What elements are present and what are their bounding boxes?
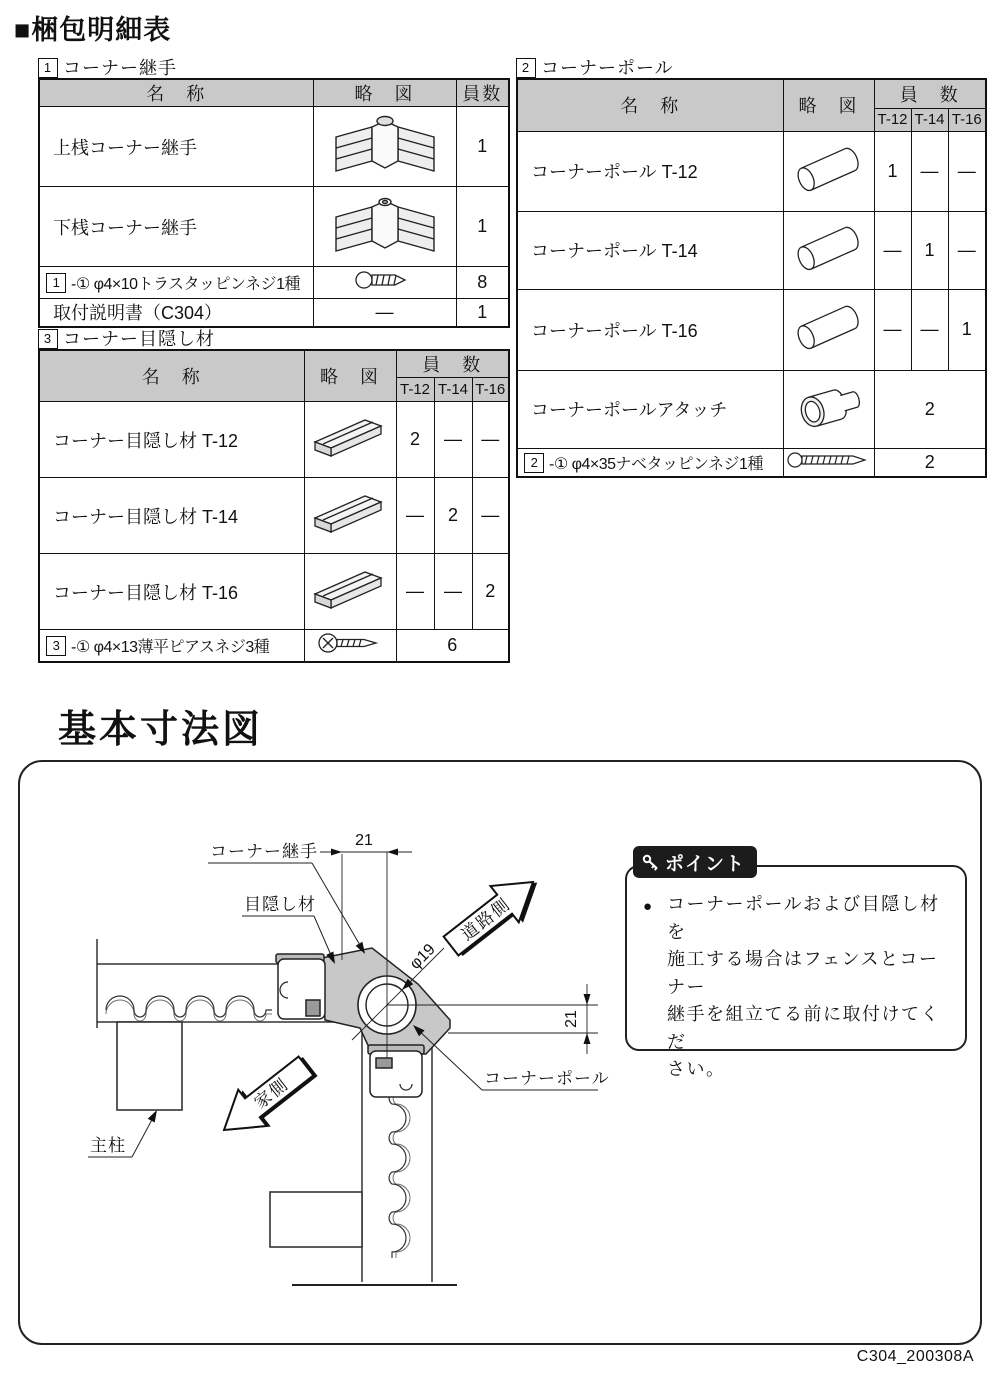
table-row [39,402,509,478]
dia-value: φ19 [406,940,439,973]
post-label: 主柱 [90,1136,126,1155]
channel-strip-sketch [304,554,396,630]
table-corner-blind [38,349,510,663]
rail-end-cap-vertical [368,1045,424,1097]
part-name-cell: コーナー目隠し材 T-12 [39,402,304,478]
qty-cell: 2 [472,554,509,630]
part-name-cell: 3 -① φ4×13薄平ピアスネジ3種 [39,630,304,663]
col-header-sketch: 略 図 [304,350,396,402]
main-post [117,1022,182,1110]
dimension-section-title: 基本寸法図 [58,709,264,751]
qty-cell: — [472,402,509,478]
dimension-right [563,984,591,1054]
table2-caption: 2 コーナーポール [516,54,674,80]
qty-cell: — [948,211,986,289]
document-code: C304_200308A [856,1348,974,1365]
house-side-label: 家側 [250,1074,293,1113]
point-badge [633,846,757,878]
qty-cell: 1 [948,289,986,370]
qty-cell: — [874,289,911,370]
col-header-t12: T-12 [396,378,434,402]
table-row [517,448,986,477]
part-name-cell: コーナーポール T-12 [517,131,783,211]
qty-cell: 2 [874,448,986,477]
corner-joint-lower-sketch [313,187,456,267]
point-callout-box [625,853,967,1079]
col-header-name: 名 称 [39,350,304,402]
table-row [39,554,509,630]
dim-top-value: 21 [355,832,373,849]
road-side-arrow [437,862,551,966]
table-row [39,299,509,327]
qty-cell: — [911,289,948,370]
key-icon [641,852,661,872]
part-name-cell: コーナーポール T-16 [517,289,783,370]
col-header-sketch: 略 図 [783,79,874,131]
cylinder-pole-sketch [783,211,874,289]
col-header-qty: 員 数 [874,79,986,108]
qty-cell: — [911,131,948,211]
table2-number-box: 2 [516,58,536,78]
qty-cell: 1 [911,211,948,289]
table-row [517,211,986,289]
qty-cell: 1 [874,131,911,211]
cylinder-pole-sketch [783,131,874,211]
page-title: ■梱包明細表 [14,15,172,45]
long-screw-sketch [783,448,874,477]
col-header-t14: T-14 [911,108,948,131]
qty-cell: — [434,554,472,630]
qty-cell: — [396,554,434,630]
short-screw-sketch [313,267,456,299]
channel-strip-sketch [304,402,396,478]
qty-cell: 2 [434,478,472,554]
dimension-top [320,832,412,856]
rail-end-cap-horizontal [276,954,325,1019]
pierce-screw-sketch [304,630,396,663]
qty-cell: — [396,478,434,554]
corner-joint-label: コーナー継手 [210,842,318,861]
channel-strip-sketch [304,478,396,554]
part-name-cell: コーナーポールアタッチ [517,370,783,448]
table-row [517,370,986,448]
part-name-cell: 下桟コーナー継手 [39,187,313,267]
table1-number-box: 1 [38,58,58,78]
table3-number-box: 3 [38,329,58,349]
qty-cell: — [874,211,911,289]
part-name-cell: 2 -① φ4×35ナベタッピンネジ1種 [517,448,783,477]
diameter-label [402,941,439,990]
cylinder-pole-sketch [783,289,874,370]
table-row [39,187,509,267]
dim-right-value: 21 [563,1010,580,1028]
part-name-cell: コーナー目隠し材 T-14 [39,478,304,554]
dimension-diagram-panel [18,760,982,1345]
qty-cell: 1 [456,299,509,327]
qty-cell: 2 [396,402,434,478]
col-header-t16: T-16 [472,378,509,402]
part-name-cell: 上桟コーナー継手 [39,107,313,187]
col-header-t16: T-16 [948,108,986,131]
table-row [39,107,509,187]
sketch-dash: — [313,299,456,327]
table-row [39,630,509,663]
pole-attach-sketch [783,370,874,448]
table3-caption: 3 コーナー目隠し材 [38,325,215,351]
part-name-cell: コーナーポール T-14 [517,211,783,289]
qty-cell: — [948,131,986,211]
col-header-sketch: 略 図 [313,79,456,107]
qty-cell: 8 [456,267,509,299]
house-side-arrow [210,1046,324,1150]
blind-label: 目隠し材 [244,895,316,914]
second-post [270,1192,362,1247]
qty-cell: 2 [874,370,986,448]
point-badge-label: ポイント [665,853,746,875]
road-side-label: 道路側 [457,894,515,945]
table1-caption: 1 コーナー継手 [38,54,177,80]
point-text: ● コーナーポールおよび目隠し材を 施工する場合はフェンスとコーナー 継手を組立てる前に取付けてくだ さい。 [627,867,965,1084]
table-row [517,131,986,211]
corner-joint-upper-sketch [313,107,456,187]
bullet: ● [643,898,654,915]
table-row [39,267,509,299]
table-row [39,478,509,554]
qty-cell: 6 [396,630,509,663]
table-corner-pole [516,78,987,478]
col-header-t14: T-14 [434,378,472,402]
col-header-name: 名 称 [39,79,313,107]
part-name-cell: 1 -① φ4×10トラスタッピンネジ1種 [39,267,313,299]
col-header-qty: 員 数 [396,350,509,378]
table-corner-joint [38,78,510,328]
qty-cell: — [472,478,509,554]
corner-pole-label: コーナーポール [484,1069,610,1088]
part-name-cell: コーナー目隠し材 T-16 [39,554,304,630]
qty-cell: 1 [456,187,509,267]
col-header-name: 名 称 [517,79,783,131]
part-name-cell: 取付説明書（C304） [39,299,313,327]
col-header-t12: T-12 [874,108,911,131]
label-post-group [88,1110,157,1157]
table-row [517,289,986,370]
qty-cell: — [434,402,472,478]
qty-cell: 1 [456,107,509,187]
col-header-qty: 員数 [456,79,509,107]
